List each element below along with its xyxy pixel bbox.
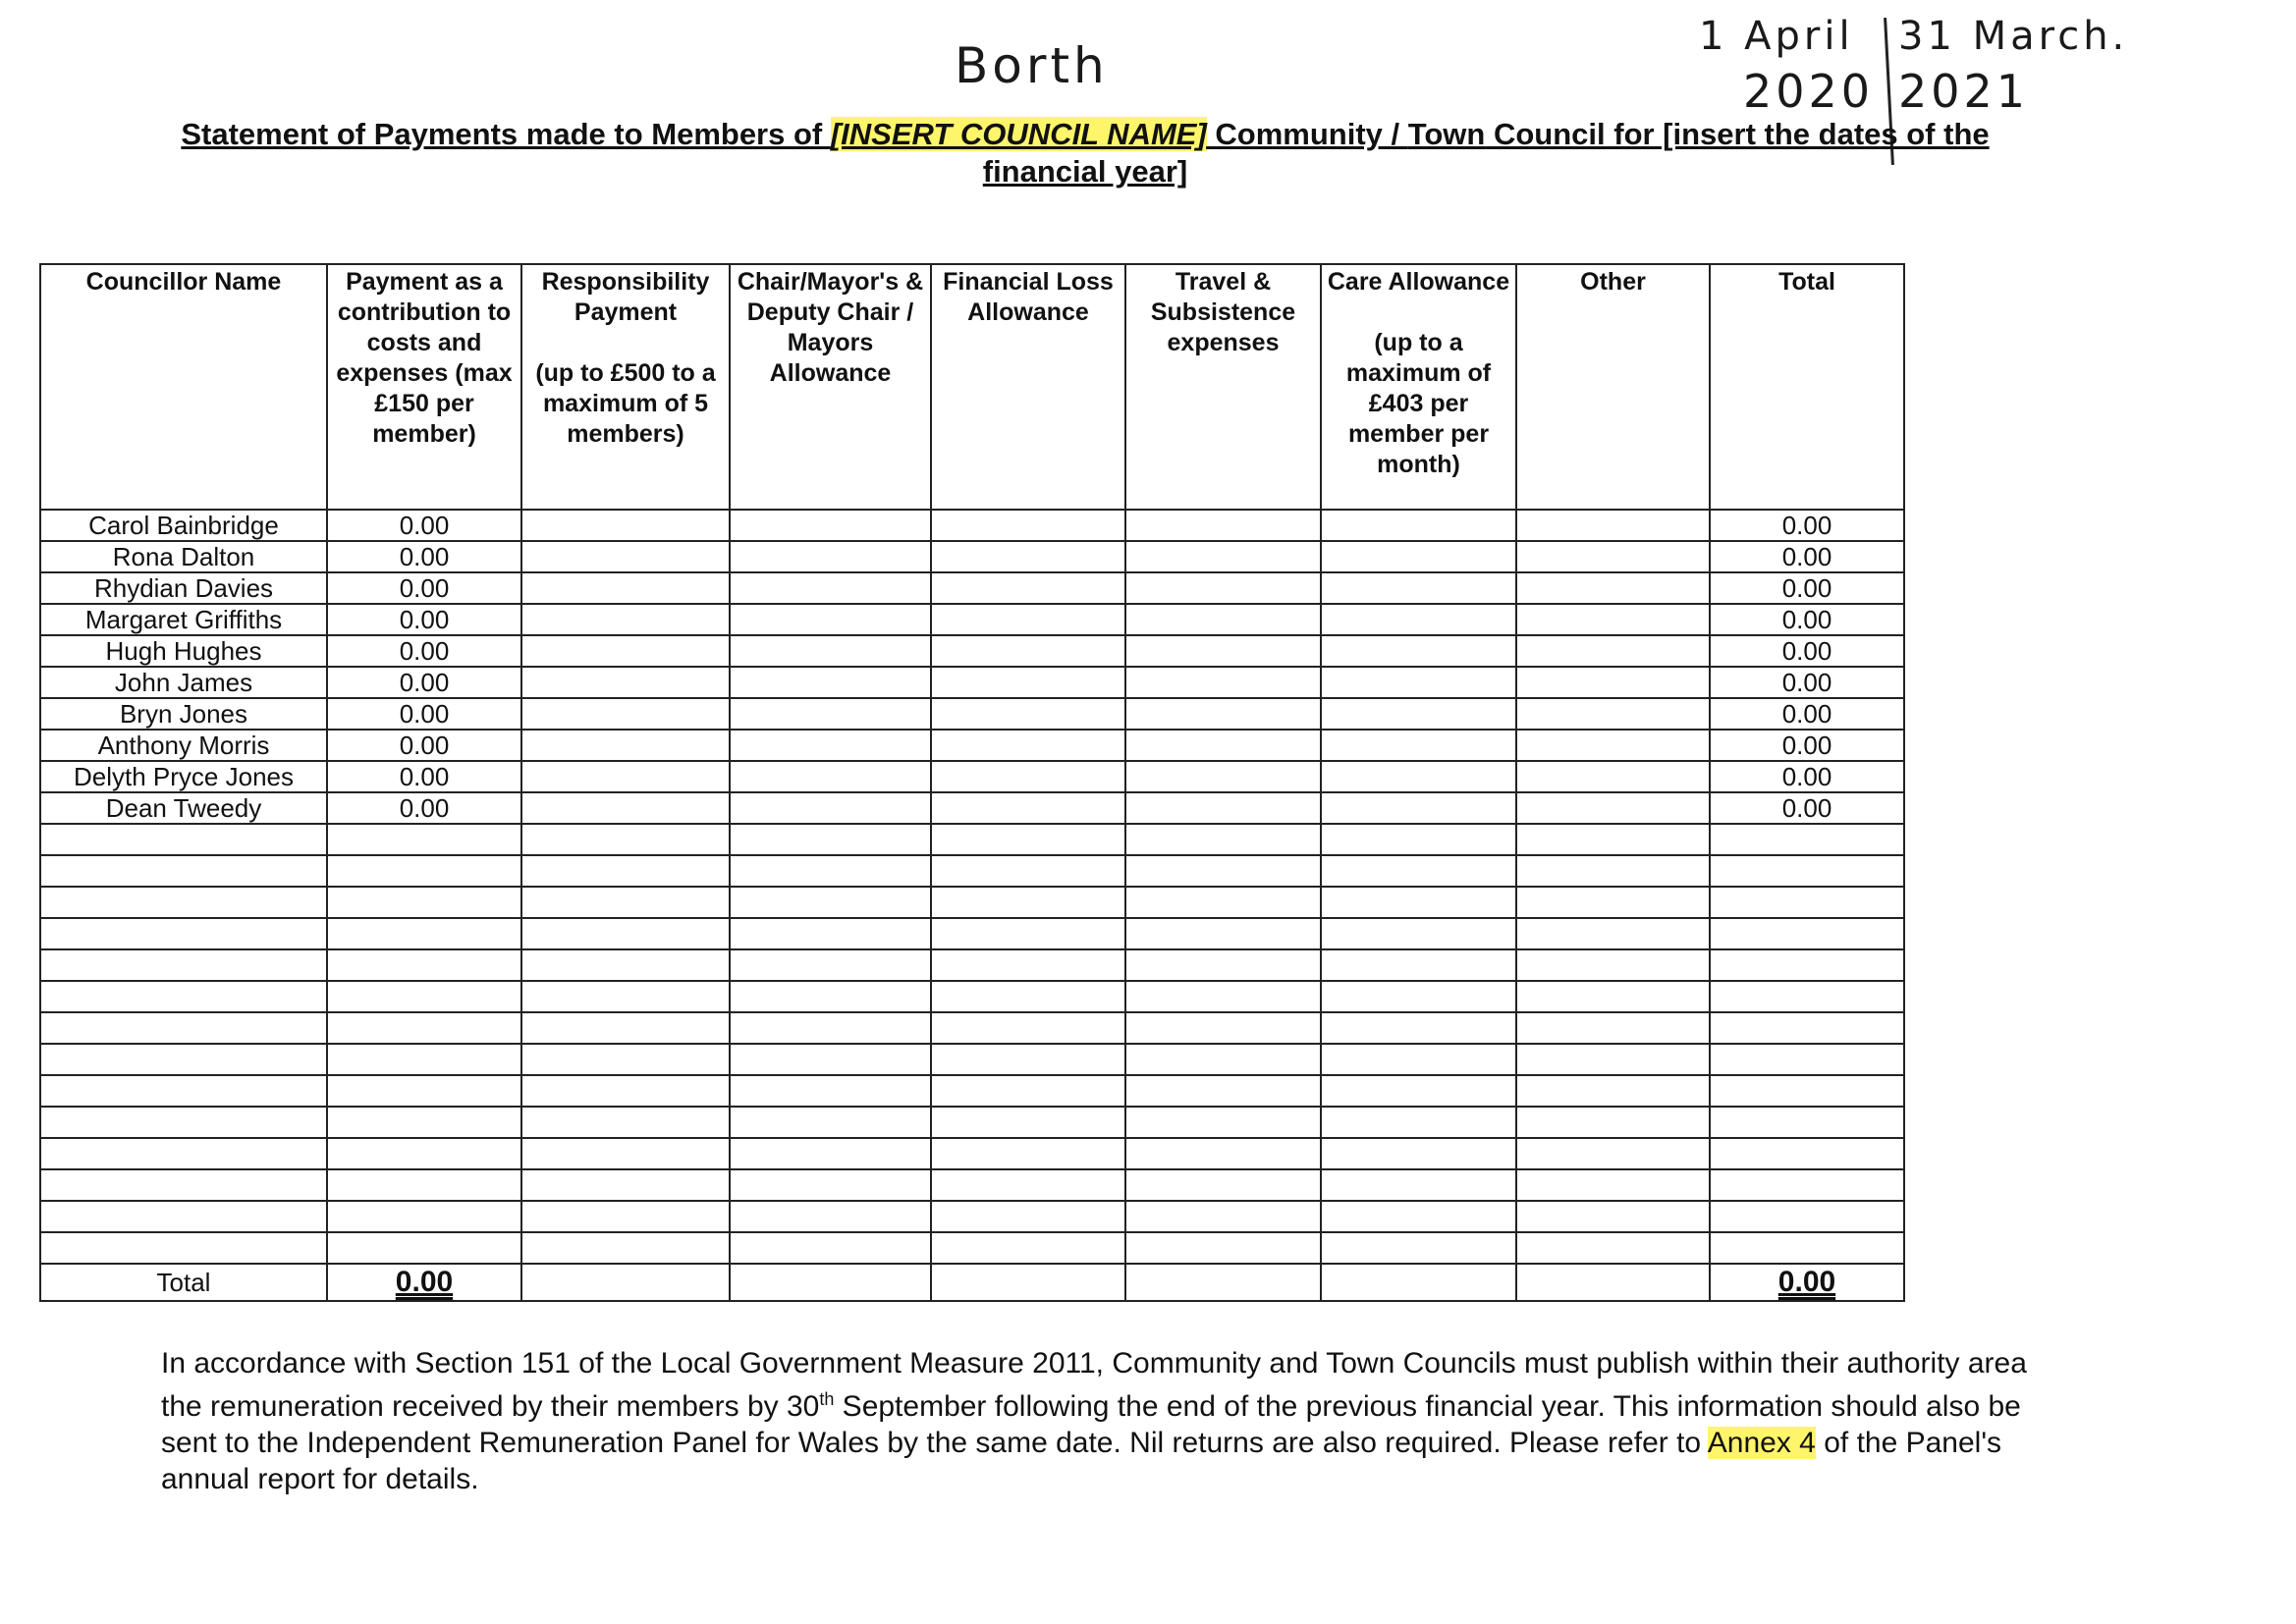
empty-cell: [730, 887, 931, 918]
column-header-5: Travel & Subsistence expenses: [1125, 264, 1321, 510]
empty-cell: [1321, 730, 1516, 761]
empty-cell: [1710, 1044, 1904, 1075]
empty-cell: [931, 1138, 1125, 1169]
empty-cell: [730, 761, 931, 792]
empty-cell: [1516, 1138, 1710, 1169]
empty-cell: [1516, 572, 1710, 604]
empty-cell: [521, 730, 730, 761]
page-title: [157, 116, 2013, 190]
empty-cell: [1710, 1169, 1904, 1201]
empty-cell: [1321, 1201, 1516, 1232]
struck-word: Town: [1407, 117, 1486, 151]
empty-cell: [931, 792, 1125, 824]
empty-cell: [730, 730, 931, 761]
empty-cell: [521, 1044, 730, 1075]
total-cell: 0.00: [1710, 541, 1904, 572]
empty-cell: [730, 604, 931, 635]
empty-cell: [327, 1107, 521, 1138]
empty-cell: [931, 541, 1125, 572]
empty-cell: [1321, 1012, 1516, 1044]
empty-cell: [1321, 667, 1516, 698]
empty-cell: [931, 1264, 1125, 1301]
empty-cell: [40, 1201, 327, 1232]
empty-cell: [1321, 572, 1516, 604]
council-name-placeholder: [INSERT COUNCIL NAME]: [830, 117, 1207, 151]
empty-cell: [40, 887, 327, 918]
empty-cell: [730, 949, 931, 981]
empty-cell: [521, 1075, 730, 1107]
table-row: [40, 604, 1904, 635]
empty-cell: [327, 1075, 521, 1107]
empty-cell: [1125, 1044, 1321, 1075]
empty-cell: [1321, 949, 1516, 981]
empty-cell: [327, 1201, 521, 1232]
empty-row: [40, 918, 1904, 949]
empty-cell: [1710, 887, 1904, 918]
handwritten-end-date: 31 March.: [1898, 14, 2129, 59]
empty-cell: [1321, 981, 1516, 1012]
empty-cell: [1125, 635, 1321, 667]
table-row: [40, 698, 1904, 730]
empty-cell: [521, 887, 730, 918]
empty-cell: [1125, 761, 1321, 792]
empty-row: [40, 855, 1904, 887]
empty-cell: [931, 918, 1125, 949]
empty-cell: [521, 604, 730, 635]
empty-cell: [730, 1044, 931, 1075]
empty-cell: [40, 918, 327, 949]
table-row: [40, 510, 1904, 541]
empty-cell: [931, 1107, 1125, 1138]
empty-cell: [327, 1012, 521, 1044]
empty-cell: [521, 855, 730, 887]
column-header-7: Other: [1516, 264, 1710, 510]
empty-cell: [730, 541, 931, 572]
empty-cell: [1321, 510, 1516, 541]
column-header-0: Councillor Name: [40, 264, 327, 510]
total-row: [40, 1264, 1904, 1301]
empty-cell: [521, 572, 730, 604]
empty-cell: [1321, 887, 1516, 918]
empty-cell: [327, 949, 521, 981]
empty-cell: [521, 1264, 730, 1301]
councillor-name-cell: Dean Tweedy: [40, 792, 327, 824]
empty-cell: [730, 572, 931, 604]
footnote-part3: of the Panel's annual report for details.: [161, 1427, 2002, 1495]
empty-row: [40, 1107, 1904, 1138]
empty-cell: [521, 1138, 730, 1169]
empty-cell: [327, 824, 521, 855]
payment-cell: 0.00: [327, 510, 521, 541]
empty-cell: [730, 635, 931, 667]
column-header-4: Financial Loss Allowance: [931, 264, 1125, 510]
empty-cell: [1516, 1044, 1710, 1075]
empty-row: [40, 1169, 1904, 1201]
empty-cell: [521, 1201, 730, 1232]
empty-cell: [1125, 918, 1321, 949]
empty-cell: [1125, 1012, 1321, 1044]
empty-cell: [521, 541, 730, 572]
empty-cell: [1516, 1012, 1710, 1044]
total-cell: 0.00: [1710, 698, 1904, 730]
empty-cell: [730, 667, 931, 698]
empty-cell: [1516, 887, 1710, 918]
payment-cell: 0.00: [327, 572, 521, 604]
empty-cell: [931, 949, 1125, 981]
empty-cell: [1516, 949, 1710, 981]
empty-cell: [521, 1107, 730, 1138]
empty-cell: [1125, 698, 1321, 730]
handwritten-start-year: 2020: [1743, 65, 1875, 118]
empty-cell: [1710, 855, 1904, 887]
empty-cell: [730, 1012, 931, 1044]
empty-cell: [521, 510, 730, 541]
empty-cell: [327, 855, 521, 887]
empty-row: [40, 824, 1904, 855]
empty-cell: [1125, 1232, 1321, 1264]
grand-total-cell: 0.00: [1710, 1264, 1904, 1301]
empty-cell: [40, 1044, 327, 1075]
empty-cell: [931, 761, 1125, 792]
empty-cell: [1125, 981, 1321, 1012]
councillor-name-cell: Rhydian Davies: [40, 572, 327, 604]
empty-cell: [931, 604, 1125, 635]
empty-row: [40, 1075, 1904, 1107]
empty-cell: [1125, 572, 1321, 604]
table-row: [40, 792, 1904, 824]
empty-cell: [1125, 887, 1321, 918]
empty-cell: [1125, 541, 1321, 572]
empty-cell: [40, 824, 327, 855]
empty-cell: [730, 698, 931, 730]
empty-cell: [521, 635, 730, 667]
empty-cell: [1321, 541, 1516, 572]
empty-cell: [931, 1169, 1125, 1201]
total-cell: 0.00: [1710, 572, 1904, 604]
empty-cell: [931, 887, 1125, 918]
total-cell: 0.00: [1710, 510, 1904, 541]
empty-cell: [1516, 918, 1710, 949]
empty-cell: [730, 1169, 931, 1201]
empty-cell: [327, 887, 521, 918]
empty-cell: [1710, 1012, 1904, 1044]
empty-cell: [1710, 981, 1904, 1012]
empty-row: [40, 1012, 1904, 1044]
column-header-2: Responsibility Payment (up to £500 to a maximum of 5 members): [521, 264, 730, 510]
empty-row: [40, 1044, 1904, 1075]
empty-cell: [1710, 1201, 1904, 1232]
empty-cell: [327, 1169, 521, 1201]
councillor-name-cell: John James: [40, 667, 327, 698]
empty-cell: [1516, 1264, 1710, 1301]
empty-cell: [327, 1232, 521, 1264]
empty-cell: [40, 981, 327, 1012]
empty-cell: [931, 510, 1125, 541]
title-part3: Council for [insert the dates of the financial year]: [982, 117, 1990, 189]
handwritten-start-date: 1 April: [1699, 14, 1854, 59]
table-row: [40, 730, 1904, 761]
empty-cell: [931, 698, 1125, 730]
empty-cell: [521, 981, 730, 1012]
payment-cell: 0.00: [327, 604, 521, 635]
empty-cell: [40, 855, 327, 887]
empty-cell: [1125, 1138, 1321, 1169]
empty-cell: [327, 1044, 521, 1075]
footnote-part1: In accordance with Section 151 of the Local Government Measure 2011, Community and Town Councils must publish within their authority area the remuneration received by their members by 30: [161, 1347, 2027, 1423]
empty-cell: [1125, 667, 1321, 698]
column-header-8: Total: [1710, 264, 1904, 510]
councillor-name-cell: Hugh Hughes: [40, 635, 327, 667]
table-row: [40, 761, 1904, 792]
councillor-name-cell: Rona Dalton: [40, 541, 327, 572]
empty-cell: [1516, 604, 1710, 635]
empty-cell: [931, 1044, 1125, 1075]
footnote-paragraph: [161, 1345, 2027, 1497]
total-cell: 0.00: [1710, 635, 1904, 667]
empty-cell: [40, 1138, 327, 1169]
empty-row: [40, 887, 1904, 918]
councillor-name-cell: Anthony Morris: [40, 730, 327, 761]
column-header-6: Care Allowance (up to a maximum of £403 per member per month): [1321, 264, 1516, 510]
empty-cell: [40, 1169, 327, 1201]
empty-cell: [1321, 1264, 1516, 1301]
empty-cell: [1125, 1201, 1321, 1232]
footnote-part2: September following the end of the previous financial year. This information should also be sent to the Independent Remuneration Panel for Wales by the same date. Nil returns are also required. Please refer to: [161, 1390, 2021, 1459]
empty-cell: [327, 981, 521, 1012]
empty-cell: [1516, 1107, 1710, 1138]
empty-cell: [931, 824, 1125, 855]
empty-cell: [1125, 1107, 1321, 1138]
empty-cell: [1321, 1169, 1516, 1201]
total-cell: 0.00: [1710, 730, 1904, 761]
empty-cell: [730, 1201, 931, 1232]
empty-cell: [931, 635, 1125, 667]
payments-table: [39, 263, 1905, 1302]
empty-cell: [1516, 1169, 1710, 1201]
empty-cell: [1710, 1075, 1904, 1107]
table-header-row: [40, 264, 1904, 510]
total-cell: 0.00: [1710, 792, 1904, 824]
empty-cell: [1710, 824, 1904, 855]
empty-cell: [521, 792, 730, 824]
empty-cell: [730, 918, 931, 949]
empty-cell: [1516, 667, 1710, 698]
empty-cell: [1321, 918, 1516, 949]
total-payment-cell: 0.00: [327, 1264, 521, 1301]
empty-cell: [40, 949, 327, 981]
empty-cell: [40, 1107, 327, 1138]
empty-cell: [1516, 761, 1710, 792]
empty-cell: [931, 855, 1125, 887]
empty-cell: [40, 1232, 327, 1264]
empty-row: [40, 1138, 1904, 1169]
payment-cell: 0.00: [327, 635, 521, 667]
empty-cell: [1125, 855, 1321, 887]
empty-cell: [1516, 824, 1710, 855]
empty-cell: [1125, 949, 1321, 981]
empty-cell: [1321, 604, 1516, 635]
empty-cell: [1516, 510, 1710, 541]
councillor-name-cell: Carol Bainbridge: [40, 510, 327, 541]
empty-cell: [1125, 1075, 1321, 1107]
empty-cell: [1516, 1075, 1710, 1107]
empty-cell: [1125, 1264, 1321, 1301]
councillor-name-cell: Margaret Griffiths: [40, 604, 327, 635]
title-part1: Statement of Payments made to Members of: [181, 117, 831, 151]
empty-cell: [521, 918, 730, 949]
payment-cell: 0.00: [327, 667, 521, 698]
empty-cell: [1321, 1232, 1516, 1264]
empty-cell: [730, 981, 931, 1012]
footnote-sup: th: [819, 1389, 835, 1409]
empty-cell: [521, 1012, 730, 1044]
empty-cell: [1125, 824, 1321, 855]
empty-cell: [1321, 761, 1516, 792]
empty-cell: [730, 1138, 931, 1169]
empty-cell: [521, 698, 730, 730]
total-cell: 0.00: [1710, 604, 1904, 635]
table-row: [40, 541, 1904, 572]
payments-table-wrapper: [39, 263, 1905, 1302]
empty-cell: [931, 667, 1125, 698]
empty-cell: [730, 855, 931, 887]
empty-cell: [1321, 792, 1516, 824]
empty-cell: [521, 1169, 730, 1201]
column-header-1: Payment as a contribution to costs and expenses (max £150 per member): [327, 264, 521, 510]
empty-cell: [521, 824, 730, 855]
empty-cell: [1321, 1044, 1516, 1075]
empty-cell: [931, 1012, 1125, 1044]
empty-cell: [1516, 792, 1710, 824]
payment-cell: 0.00: [327, 730, 521, 761]
empty-cell: [40, 1012, 327, 1044]
empty-cell: [1710, 1107, 1904, 1138]
handwritten-council-name: Borth: [955, 37, 1109, 94]
empty-cell: [1125, 604, 1321, 635]
handwritten-end-year: 2021: [1898, 65, 2030, 118]
empty-cell: [1516, 730, 1710, 761]
empty-cell: [1516, 1232, 1710, 1264]
empty-cell: [521, 1232, 730, 1264]
annex-reference: Annex 4: [1707, 1427, 1816, 1459]
empty-cell: [327, 918, 521, 949]
table-body: [40, 510, 1904, 1301]
empty-cell: [1321, 855, 1516, 887]
empty-cell: [1321, 1075, 1516, 1107]
table-row: [40, 667, 1904, 698]
empty-row: [40, 1232, 1904, 1264]
payment-cell: 0.00: [327, 761, 521, 792]
empty-cell: [1516, 698, 1710, 730]
table-row: [40, 635, 1904, 667]
empty-row: [40, 1201, 1904, 1232]
empty-cell: [931, 572, 1125, 604]
table-row: [40, 572, 1904, 604]
empty-cell: [521, 949, 730, 981]
empty-cell: [1516, 541, 1710, 572]
empty-row: [40, 981, 1904, 1012]
empty-cell: [931, 1201, 1125, 1232]
column-header-3: Chair/Mayor's & Deputy Chair / Mayors Allowance: [730, 264, 931, 510]
empty-row: [40, 949, 1904, 981]
empty-cell: [1125, 510, 1321, 541]
empty-cell: [931, 730, 1125, 761]
total-cell: 0.00: [1710, 667, 1904, 698]
councillor-name-cell: Delyth Pryce Jones: [40, 761, 327, 792]
councillor-name-cell: Bryn Jones: [40, 698, 327, 730]
empty-cell: [1710, 949, 1904, 981]
empty-cell: [1710, 1138, 1904, 1169]
payment-cell: 0.00: [327, 698, 521, 730]
empty-cell: [730, 1264, 931, 1301]
empty-cell: [1321, 1107, 1516, 1138]
empty-cell: [730, 510, 931, 541]
empty-cell: [327, 1138, 521, 1169]
payment-cell: 0.00: [327, 792, 521, 824]
empty-cell: [40, 1075, 327, 1107]
empty-cell: [1516, 635, 1710, 667]
empty-cell: [730, 1107, 931, 1138]
empty-cell: [931, 1232, 1125, 1264]
empty-cell: [1125, 730, 1321, 761]
title-part2: Community /: [1206, 117, 1408, 151]
empty-cell: [1321, 824, 1516, 855]
empty-cell: [1516, 981, 1710, 1012]
empty-cell: [521, 761, 730, 792]
empty-cell: [931, 1075, 1125, 1107]
empty-cell: [931, 981, 1125, 1012]
empty-cell: [1321, 635, 1516, 667]
empty-cell: [1125, 792, 1321, 824]
empty-cell: [1516, 855, 1710, 887]
payment-cell: 0.00: [327, 541, 521, 572]
empty-cell: [730, 1075, 931, 1107]
empty-cell: [1321, 698, 1516, 730]
empty-cell: [1125, 1169, 1321, 1201]
total-label-cell: Total: [40, 1264, 327, 1301]
empty-cell: [1321, 1138, 1516, 1169]
empty-cell: [1710, 1232, 1904, 1264]
empty-cell: [730, 1232, 931, 1264]
empty-cell: [1710, 918, 1904, 949]
empty-cell: [730, 792, 931, 824]
empty-cell: [730, 824, 931, 855]
empty-cell: [1516, 1201, 1710, 1232]
total-cell: 0.00: [1710, 761, 1904, 792]
empty-cell: [521, 667, 730, 698]
